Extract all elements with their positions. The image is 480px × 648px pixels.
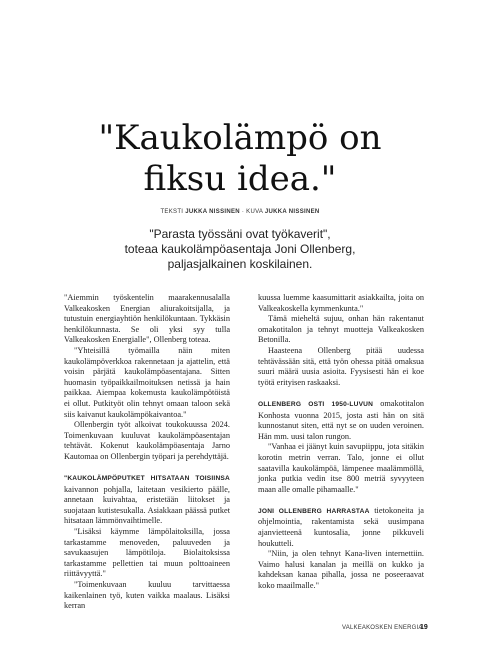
section-lead-in: "KAUKOLÄMPÖPUTKET HITSATAAN TOISIINSA [64,475,230,483]
page-number: 19 [420,624,428,631]
text-label: TEKSTI [160,209,184,215]
photo-author: JUKKA NISSINEN [264,209,320,215]
paragraph [258,399,424,442]
body-column-right [258,293,424,592]
headline-line-2: fiksu idea." [143,159,337,199]
paragraph: "Vanhaa ei jäänyt kuin savupiippu, jota sitäkin korotin metrin verran. Talo, jonne ei ollut saatavilla kaukolämpöä, lämpenee maalämmöllä, jonka putkia vedin itse 800 metriä syvyyteen maan alle omalle pihamaalle." [258,442,424,494]
paragraph: Tämä mieheltä sujuu, onhan hän rakentanut omakotitalon ja tehnyt muotteja Valkeakosken Betonilla. [258,314,424,345]
text-author: JUKKA NISSINEN [185,209,240,215]
paragraph: Ollenbergin työt alkoivat toukokuussa 2024. Toimenkuvaan kuuluvat kaukolämpöasentajan tehtävät. Kokenut kaukolämpöasentaja Jarno Kautomaa on Ollenbergin työpari ja perehdyttäjä. [64,420,230,461]
lead-line-2: toteaa kaukolämpöasentaja Joni Ollenberg, [124,242,356,256]
paragraph: Haasteena Ollenberg pitää uudessa tehtävässään sitä, että työn ohessa pitää omaksua suuri määrä uusia asioita. Fyysisesti hän ei koe työtä erityisen raskaaksi. [258,345,424,387]
section-lead-in: JONI OLLENBERG HARRASTAA [258,507,370,515]
paragraph [258,506,424,549]
byline-separator: · [239,209,247,215]
paragraph [64,473,230,527]
lead-line-1: "Parasta työssäni ovat työkaverit", [149,227,331,241]
paragraph: "Niin, ja olen tehnyt Kana-liven internettiin. Vaimo halusi kanalan ja meillä on kukko ja kahdeksan kanaa pihalla, jossa ne poseeraavat koko maailmalle." [258,549,424,591]
paragraph: "Yhteisillä työmailla näin miten kaukolämpöverkkoa rakennetaan ja ajattelin, että voisin pärjätä kaukolämpöasentajana. Sitten huomasin työpaikkailmoituksen netissä ja hain paikkaa. Aiempaa kokemusta kaukolämpötöistä ei ollut. Putkityöt olin tehnyt omaan taloon sekä siis kaivanut kaukolämpökaivantoa." [64,345,230,419]
lead-line-3: paljasjalkainen koskilainen. [167,257,313,271]
article-headline [0,118,480,200]
headline-line-1: "Kaukolämpö on [98,118,382,158]
paragraph: "Aiemmin työskentelin maarakennusalalla Valkeakosken Energian aliurakoitsijalla, ja tutustuin energiayhtiön henkilökuntaan. Tykkäsin henkilökunnasta. Se oli yksi syy tulla Valkeakosken Energialle", Ollenberg toteaa. [64,293,230,345]
photo-label: KUVA [246,209,263,215]
paragraph-text: kaivannon pohjalla, laitetaan vesikierto päälle, annetaan kuivahtaa, eristetään liitokset ja suojataan kutistesukalla. Asiakkaan päässä putket hitsataan lämmönvaihtimelle. [64,484,230,526]
section-lead-in: OLLENBERG OSTI 1950-LUVUN [258,400,374,408]
body-column-left [64,293,230,612]
lead-paragraph [0,227,480,272]
paragraph: "Lisäksi käymme lämpölaitoksilla, jossa tarkastamme menoveden, paluuveden ja savukaasujen lämpötiloja. Biolaitoksissa tarkastamme pellettien tai muun polttoaineen riittävyyttä." [64,527,230,579]
paragraph-text: tietokoneita ja ohjelmointia, rakentamista sekä uusimpana ajanvietteenä kuntosalia, jonne pikkuveli houkutteli. [258,505,424,548]
paragraph: kuussa luemme kaasumittarit asiakkailta, joita on Valkeakoskella kymmenkuntа." [258,293,424,313]
paragraph-text: omakotitalon Konhosta vuonna 2015, josta asti hän on sitä kunnostanut siten, että nyt se on uuden veroinen. Hän mm. uusi talon rungon. [258,398,424,441]
magazine-name: VALKEAKOSKEN ENERGIA [342,625,423,631]
paragraph: "Toimenkuvaan kuuluu tarvittaessa kaikenlainen työ, kuten vaikka maalaus. Lisäksi kerran [64,580,230,611]
byline [0,209,480,215]
